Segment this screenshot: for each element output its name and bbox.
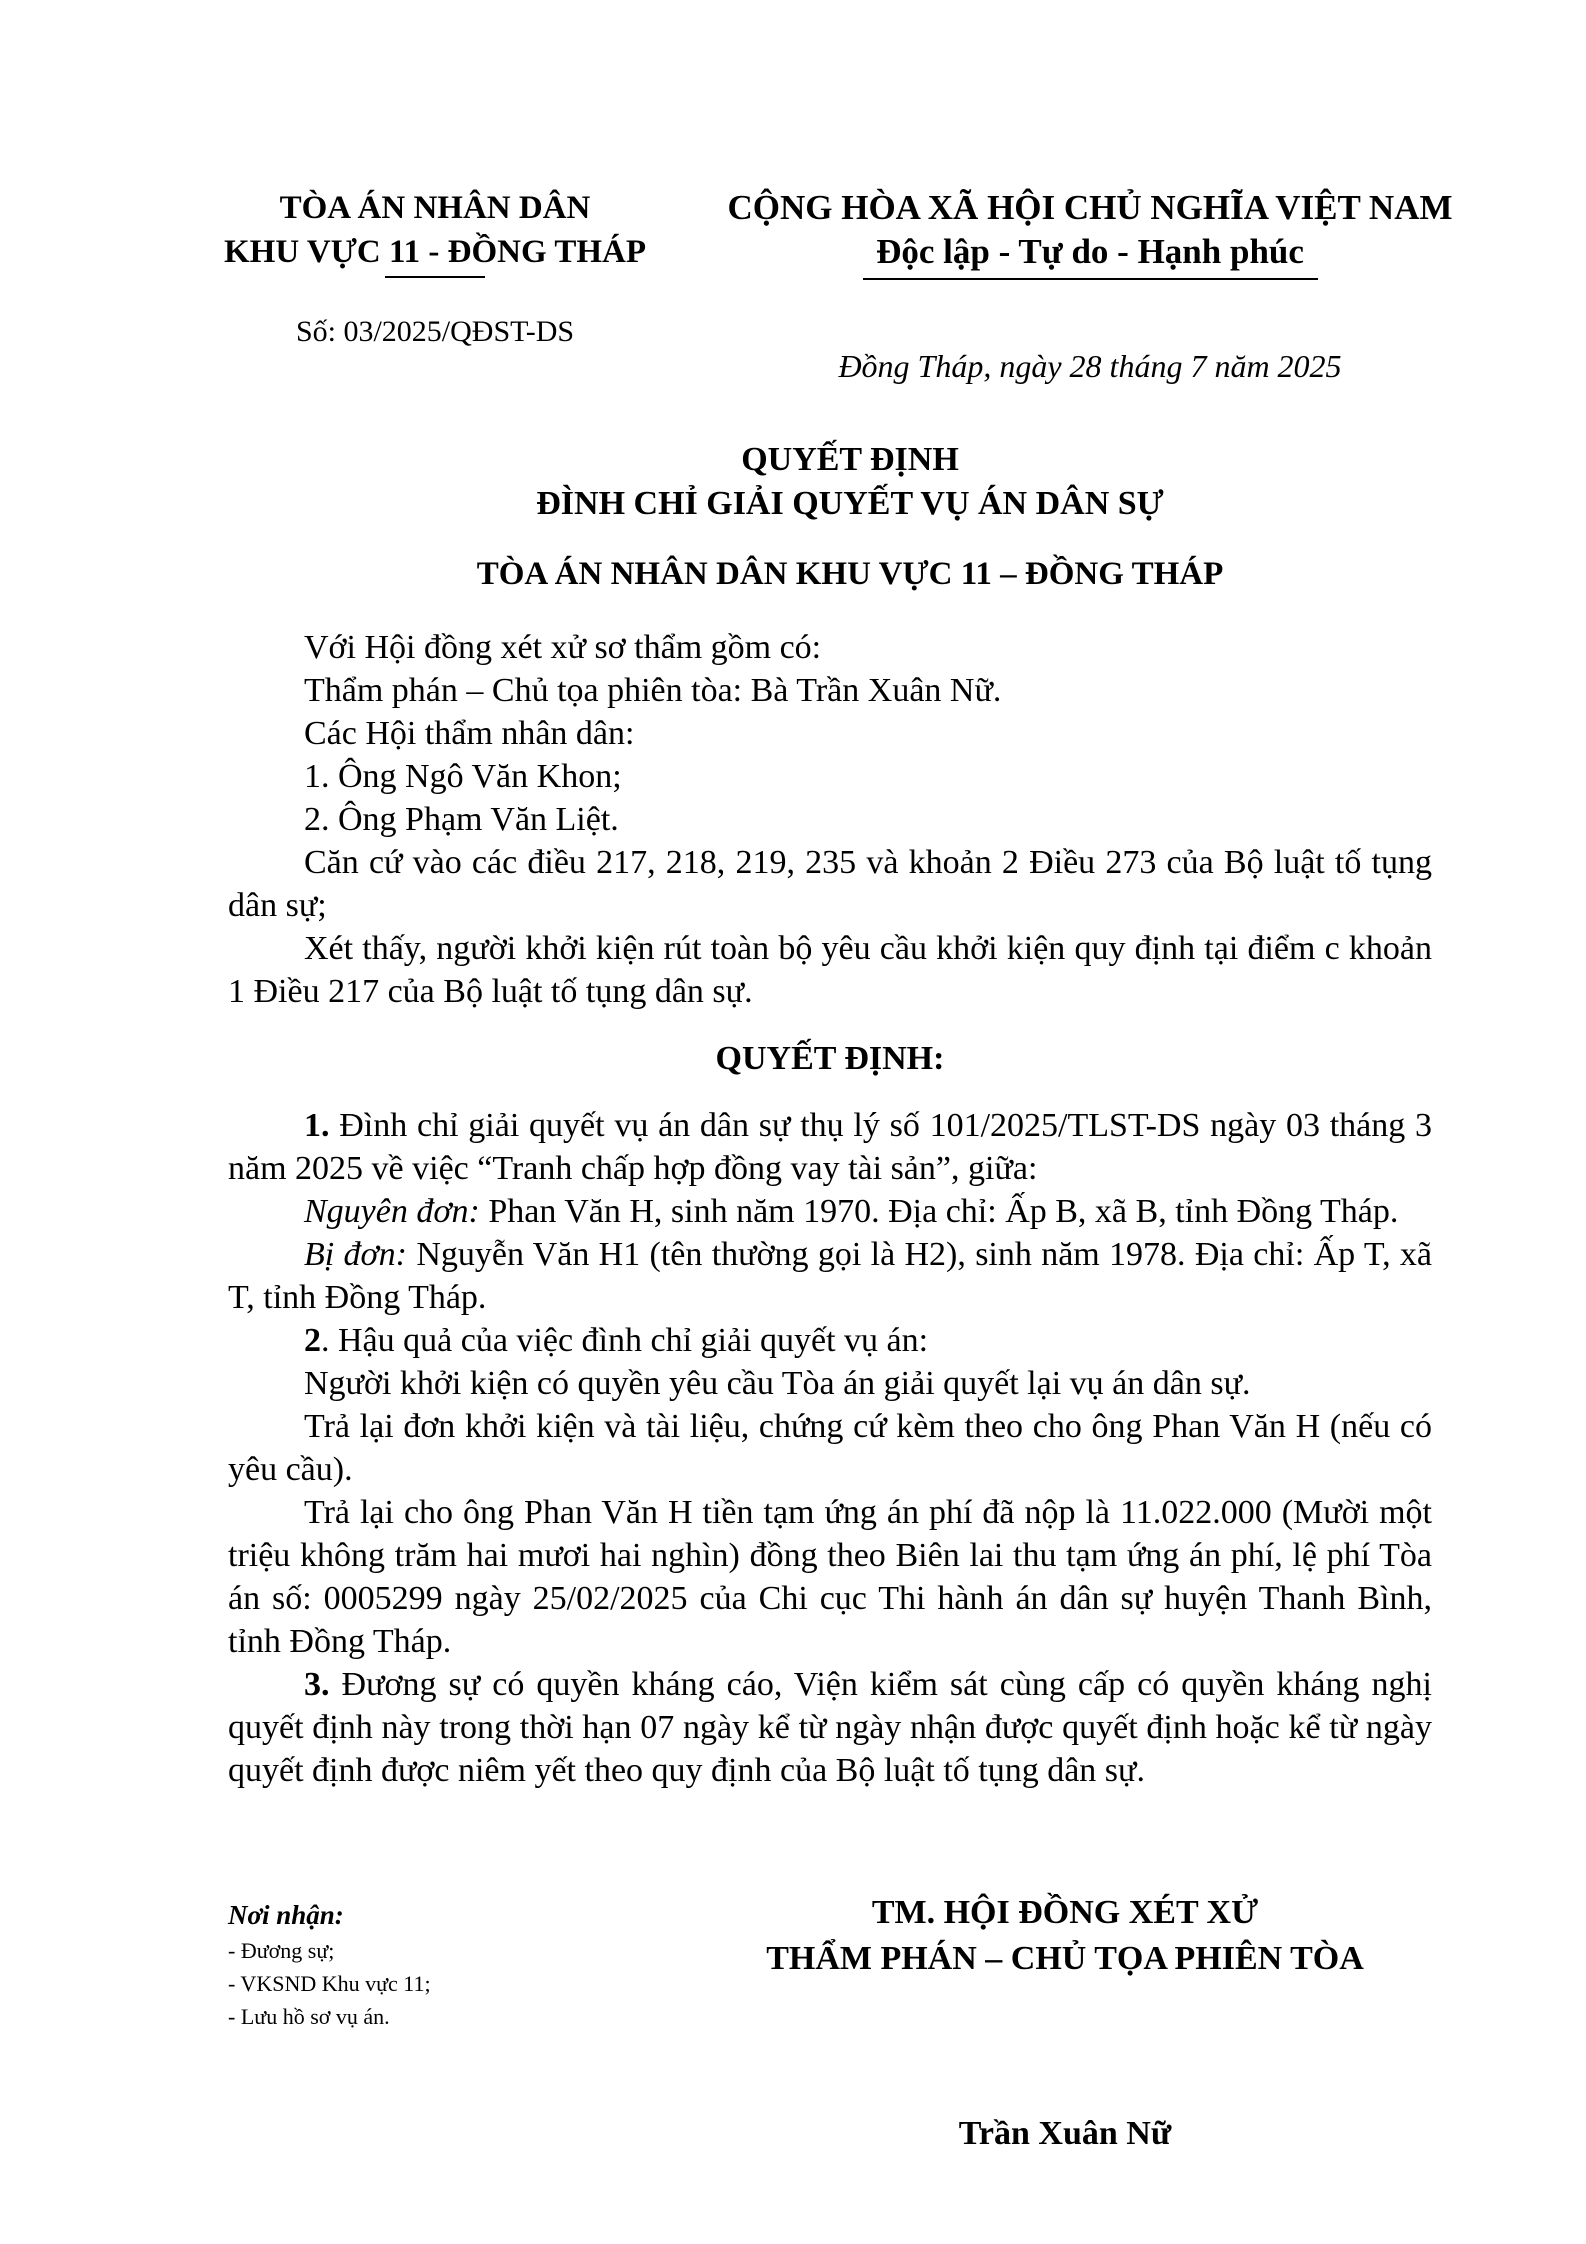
court-underline	[385, 276, 485, 278]
decision-item-2	[228, 1319, 1432, 1362]
presiding-judge: Thẩm phán – Chủ tọa phiên tòa: Bà Trần Xuân Nữ.	[304, 672, 1002, 709]
recipient-item: - VKSND Khu vực 11;	[228, 1971, 431, 1996]
decision-item-1	[228, 1104, 1432, 1190]
decision-heading: QUYẾT ĐỊNH:	[715, 1040, 945, 1077]
item-2-paragraph-1: Người khởi kiện có quyền yêu cầu Tòa án giải quyết lại vụ án dân sự.	[304, 1365, 1251, 1402]
nation-name: CỘNG HÒA XÃ HỘI CHỦ NGHĨA VIỆT NAM	[727, 188, 1453, 227]
finding: Xét thấy, người khởi kiện rút toàn bộ yêu cầu khởi kiện quy định tại điểm c khoản 1 Điều 217 của Bộ luật tố tụng dân sự.	[228, 930, 1432, 1010]
recipients	[228, 1896, 728, 2033]
title-line-2: ĐÌNH CHỈ GIẢI QUYẾT VỤ ÁN DÂN SỰ	[536, 485, 1164, 522]
court-name: TÒA ÁN NHÂN DÂN	[279, 190, 591, 226]
national-motto: Độc lập - Tự do - Hạnh phúc	[876, 232, 1304, 271]
plaintiff	[228, 1190, 1432, 1233]
recipients-title: Nơi nhận:	[228, 1900, 344, 1930]
item-1-number: 1.	[304, 1107, 330, 1144]
defendant-text: Nguyễn Văn H1 (tên thường gọi là H2), sinh năm 1978. Địa chỉ: Ấp T, xã T, tỉnh Đồng Tháp.	[228, 1236, 1432, 1316]
defendant-label: Bị đơn:	[304, 1236, 408, 1273]
recipient-item: - Lưu hồ sơ vụ án.	[228, 2004, 390, 2029]
item-3-number: 3.	[304, 1666, 330, 1703]
assessor-2: 2. Ông Phạm Văn Liệt.	[304, 801, 619, 838]
national-header	[700, 186, 1480, 280]
signature-line-2: THẨM PHÁN – CHỦ TỌA PHIÊN TÒA	[766, 1940, 1364, 1977]
document-number: Số: 03/2025/QĐST-DS	[295, 315, 575, 348]
title-line-1: QUYẾT ĐỊNH	[741, 441, 959, 478]
item-2-paragraph-2: Trả lại đơn khởi kiện và tài liệu, chứng cứ kèm theo cho ông Phan Văn H (nếu có yêu cầu).	[228, 1408, 1432, 1488]
recipient-item: - Đương sự;	[228, 1938, 335, 1963]
plaintiff-text: Phan Văn H, sinh năm 1970. Địa chỉ: Ấp B, xã B, tỉnh Đồng Tháp.	[479, 1193, 1399, 1230]
item-2-text: . Hậu quả của việc đình chỉ giải quyết vụ án:	[321, 1322, 929, 1359]
plaintiff-label: Nguyên đơn:	[304, 1193, 480, 1230]
item-2-number: 2	[304, 1322, 321, 1359]
issuing-court: TÒA ÁN NHÂN DÂN KHU VỰC 11 – ĐỒNG THÁP	[476, 556, 1224, 592]
signer-name: Trần Xuân Nữ	[958, 2115, 1172, 2152]
court-header	[200, 186, 670, 278]
assessor-1: 1. Ông Ngô Văn Khon;	[304, 758, 622, 795]
motto-underline	[863, 278, 1318, 280]
item-3-text: Đương sự có quyền kháng cáo, Viện kiểm sát cùng cấp có quyền kháng nghị quyết định này trong thời hạn 07 ngày kể từ ngày nhận được quyết định hoặc kể từ ngày quyết định được niêm yết theo quy định của Bộ luật tố tụng dân sự.	[228, 1666, 1432, 1789]
signature-line-1: TM. HỘI ĐỒNG XÉT XỬ	[871, 1894, 1259, 1931]
decision-item-3	[228, 1663, 1432, 1792]
defendant	[228, 1233, 1432, 1319]
item-2-paragraph-3: Trả lại cho ông Phan Văn H tiền tạm ứng án phí đã nộp là 11.022.000 (Mười một triệu không trăm hai mươi hai nghìn) đồng theo Biên lai thu tạm ứng án phí, lệ phí Tòa án số: 0005299 ngày 25/02/2025 của Chi cục Thi hành án dân sự huyện Thanh Bình, tỉnh Đồng Tháp.	[228, 1494, 1432, 1660]
legal-basis: Căn cứ vào các điều 217, 218, 219, 235 và khoản 2 Điều 273 của Bộ luật tố tụng dân sự;	[228, 844, 1432, 924]
assessors-label: Các Hội thẩm nhân dân:	[304, 715, 635, 752]
document-body	[228, 626, 1432, 1792]
signature-block	[740, 1890, 1390, 1982]
panel-intro: Với Hội đồng xét xử sơ thẩm gồm có:	[304, 629, 822, 666]
document-title	[200, 438, 1500, 526]
place-date: Đồng Tháp, ngày 28 tháng 7 năm 2025	[838, 348, 1342, 384]
item-1-text: Đình chỉ giải quyết vụ án dân sự thụ lý số 101/2025/TLST-DS ngày 03 tháng 3 năm 2025 về việc “Tranh chấp hợp đồng vay tài sản”, giữa:	[228, 1107, 1432, 1187]
court-region: KHU VỰC 11 - ĐỒNG THÁP	[224, 234, 646, 270]
